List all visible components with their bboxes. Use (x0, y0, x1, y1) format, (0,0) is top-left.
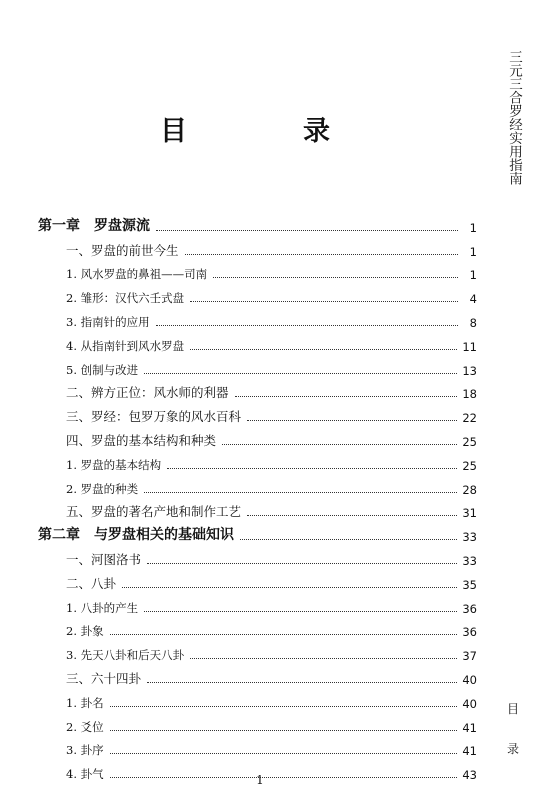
toc-entry-page: 28 (462, 482, 477, 497)
toc-entry-page: 41 (462, 744, 477, 759)
toc-entry-row[interactable] (38, 663, 477, 687)
toc-entry-page: 25 (462, 434, 477, 449)
toc-dot-leader (190, 658, 457, 659)
toc-dot-leader (144, 611, 457, 612)
toc-entry-page: 8 (469, 315, 477, 330)
side-label-mu: 目 (506, 702, 519, 716)
toc-dot-leader (144, 373, 457, 374)
toc-entry-row[interactable] (38, 282, 477, 306)
toc-entry-page: 35 (462, 577, 477, 592)
toc-entry-row[interactable] (38, 449, 477, 473)
toc-entry-row[interactable] (38, 711, 477, 735)
toc-entry-row[interactable] (38, 473, 477, 497)
toc-dot-leader (110, 634, 458, 635)
toc-dot-leader (156, 230, 458, 231)
book-title-vertical: 三元三合罗经实用指南 (506, 50, 522, 185)
toc-entry-row[interactable] (38, 735, 477, 759)
toc-chapter-row[interactable] (38, 520, 477, 544)
toc-entry-row[interactable] (38, 235, 477, 259)
toc-dot-leader (235, 396, 458, 397)
toc-dot-leader (122, 587, 457, 588)
toc-entry-label: 1. 风水罗盘的鼻祖——司南 (66, 267, 208, 282)
toc-entry-page: 18 (462, 387, 477, 402)
toc-entry-row[interactable] (38, 639, 477, 663)
toc-entry-label: 一、河图洛书 (66, 551, 142, 567)
toc-dot-leader (147, 682, 457, 683)
toc-dot-leader (110, 777, 458, 778)
toc-entry-label: 第一章 罗盘源流 (38, 217, 150, 234)
toc-entry-page: 13 (462, 363, 477, 378)
toc-dot-leader (185, 254, 458, 255)
toc-entry-label: 4. 卦气 (66, 767, 104, 782)
toc-entry-page: 40 (462, 672, 477, 687)
toc-entry-row[interactable] (38, 568, 477, 592)
page-title (160, 116, 330, 148)
toc-entry-row[interactable] (38, 497, 477, 521)
toc-entry-page: 25 (462, 458, 477, 473)
toc-entry-row[interactable] (38, 306, 477, 330)
toc-entry-label: 3. 先天八卦和后天八卦 (66, 648, 185, 663)
page-number: 1 (256, 773, 264, 787)
toc-dot-leader (247, 420, 457, 421)
toc-entry-label: 三、罗经：包罗万象的风水百科 (66, 409, 242, 425)
toc-entry-page: 22 (462, 411, 477, 426)
toc-dot-leader (190, 301, 458, 302)
toc-entry-label: 一、罗盘的前世今生 (66, 242, 179, 258)
toc-entry-label: 五、罗盘的著名产地和制作工艺 (66, 504, 242, 520)
toc-entry-label: 1. 八卦的产生 (66, 600, 139, 615)
toc-entry-page: 33 (462, 553, 477, 568)
toc-entry-page: 41 (462, 720, 477, 735)
toc-entry-page: 11 (462, 339, 477, 354)
toc-entry-label: 2. 雏形：汉代六壬式盘 (66, 291, 185, 306)
toc-entry-label: 第二章 与罗盘相关的基础知识 (38, 527, 234, 544)
toc-entry-label: 2. 爻位 (66, 719, 104, 734)
toc-entry-label: 5. 创制与改进 (66, 362, 139, 377)
toc-entry-label: 1. 卦名 (66, 695, 104, 710)
toc-entry-page: 33 (462, 530, 477, 545)
toc-entry-label: 2. 罗盘的种类 (66, 481, 139, 496)
toc-dot-leader (156, 325, 458, 326)
toc-entry-page: 36 (462, 601, 477, 616)
toc-entry-label: 1. 罗盘的基本结构 (66, 457, 162, 472)
toc-dot-leader (110, 706, 458, 707)
page-title-char-2: 录 (303, 116, 330, 147)
toc-entry-page: 31 (462, 506, 477, 521)
toc-dot-leader (222, 444, 457, 445)
toc-dot-leader (167, 468, 457, 469)
toc-dot-leader (144, 492, 457, 493)
toc-entry-label: 4. 从指南针到风水罗盘 (66, 338, 185, 353)
toc-entry-row[interactable] (38, 687, 477, 711)
toc-chapter-row[interactable] (38, 211, 477, 235)
toc-dot-leader (190, 349, 457, 350)
table-of-contents (38, 211, 477, 782)
toc-entry-page: 1 (469, 268, 477, 283)
toc-entry-page: 1 (469, 244, 477, 259)
toc-entry-page: 37 (462, 649, 477, 664)
page-title-char-1: 目 (160, 116, 187, 147)
toc-entry-row[interactable] (38, 354, 477, 378)
toc-entry-page: 43 (462, 768, 477, 783)
toc-dot-leader (213, 277, 458, 278)
toc-entry-row[interactable] (38, 592, 477, 616)
toc-entry-page: 1 (469, 220, 477, 235)
toc-entry-row[interactable] (38, 259, 477, 283)
toc-entry-row[interactable] (38, 378, 477, 402)
side-label-lu: 录 (506, 742, 519, 756)
toc-entry-label: 2. 卦象 (66, 624, 104, 639)
toc-dot-leader (147, 563, 457, 564)
toc-entry-label: 三、六十四卦 (66, 670, 142, 686)
toc-dot-leader (247, 515, 457, 516)
toc-entry-label: 二、辨方正位：风水师的利器 (66, 385, 229, 401)
toc-dot-leader (110, 753, 458, 754)
toc-entry-label: 3. 卦序 (66, 743, 104, 758)
toc-entry-label: 二、八卦 (66, 575, 117, 591)
toc-entry-row[interactable] (38, 544, 477, 568)
toc-dot-leader (240, 539, 457, 540)
toc-entry-page: 36 (462, 625, 477, 640)
toc-dot-leader (110, 730, 458, 731)
toc-entry-row[interactable] (38, 401, 477, 425)
toc-entry-page: 4 (469, 292, 477, 307)
toc-entry-row[interactable] (38, 616, 477, 640)
toc-entry-label: 四、罗盘的基本结构和种类 (66, 432, 217, 448)
toc-entry-row[interactable] (38, 330, 477, 354)
toc-entry-row[interactable] (38, 425, 477, 449)
toc-entry-page: 40 (462, 696, 477, 711)
toc-entry-label: 3. 指南针的应用 (66, 314, 150, 329)
